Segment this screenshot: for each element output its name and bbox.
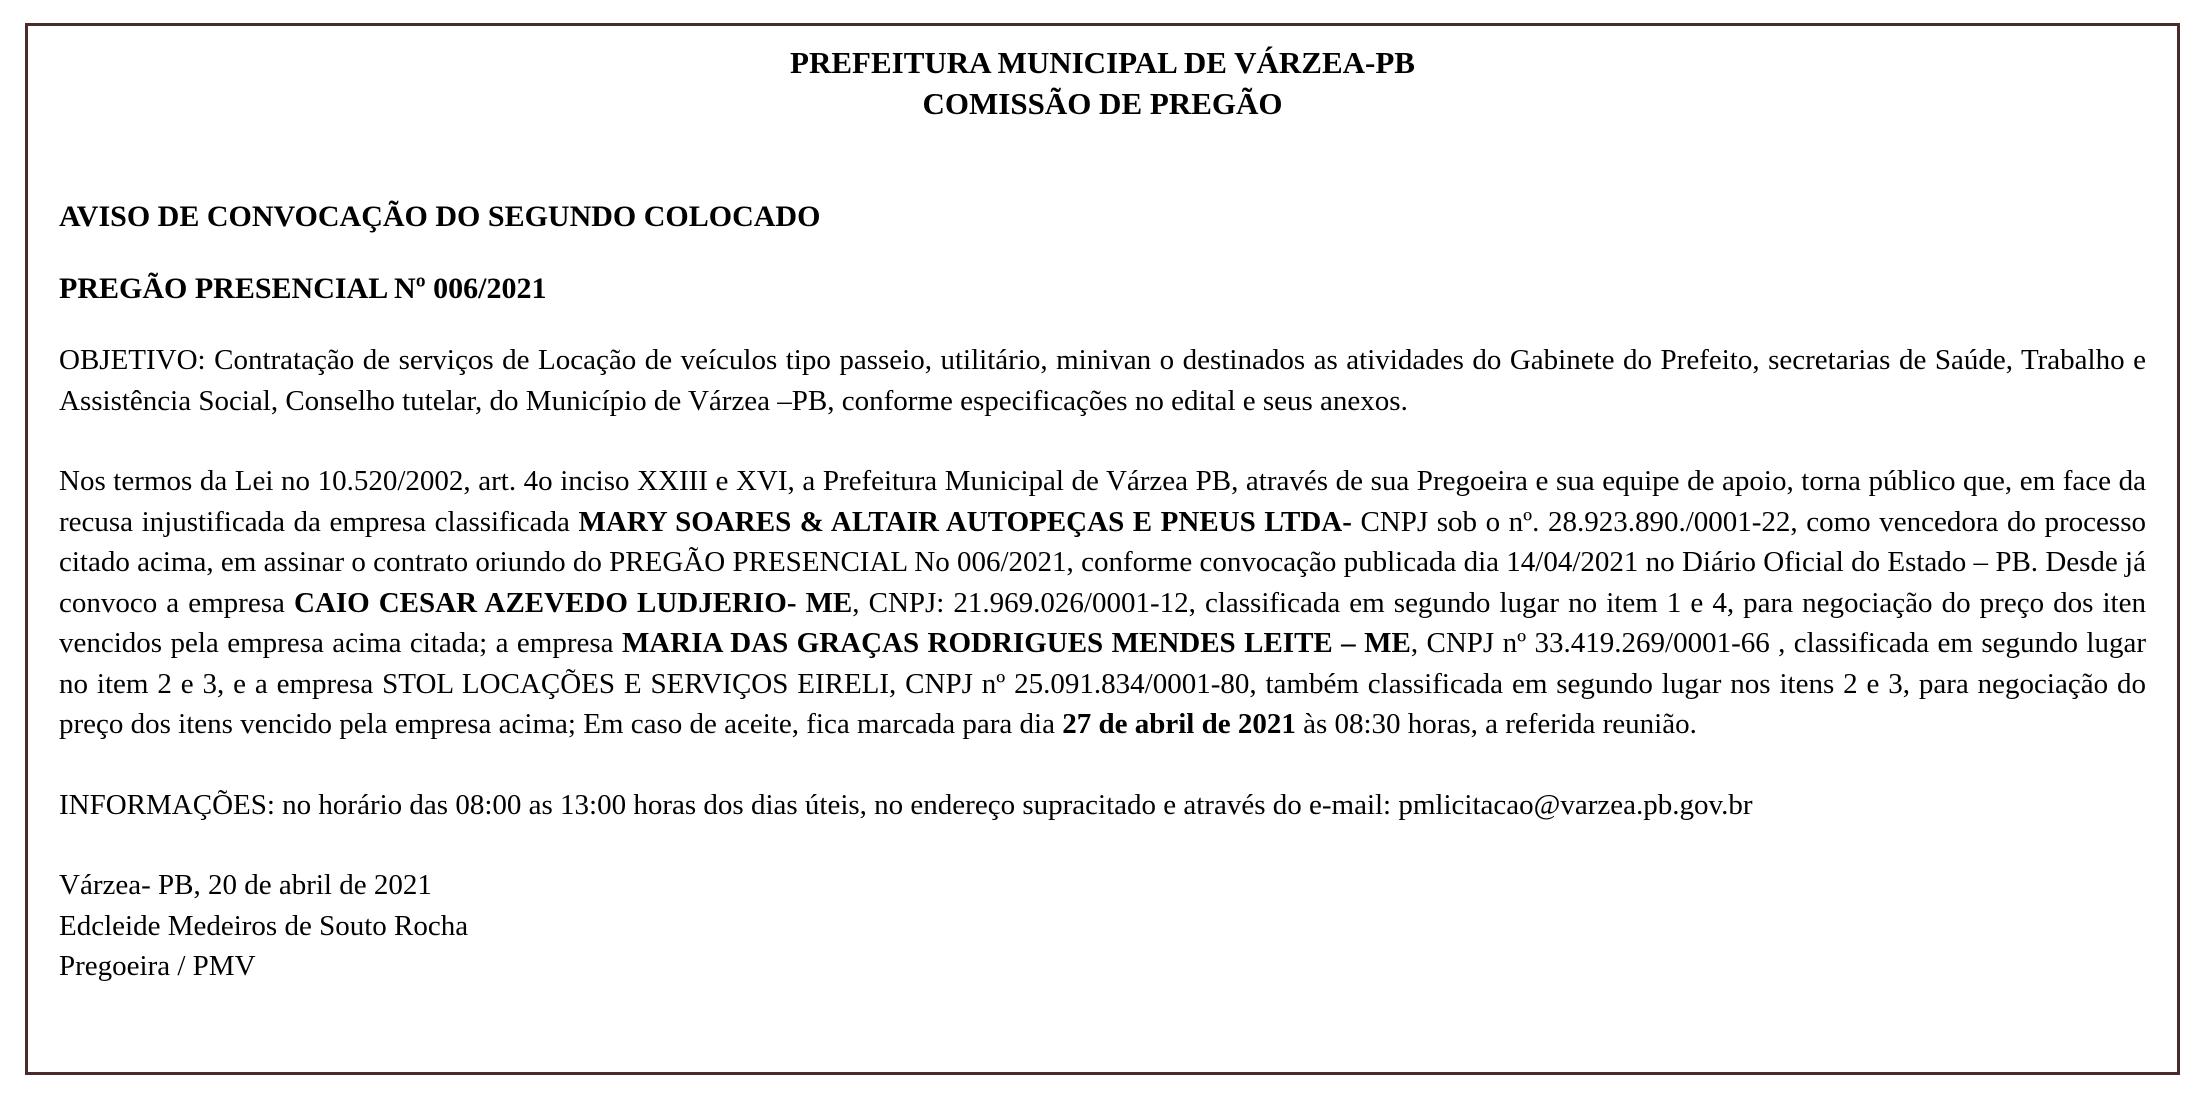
signature-role: Pregoeira / PMV — [59, 950, 256, 982]
body-paragraph — [59, 461, 2146, 745]
body-text-5: às 08:30 horas, a referida reunião. — [1295, 708, 1697, 740]
objective-paragraph: OBJETIVO: Contratação de serviços de Locação de veículos tipo passeio, utilitário, minivan o destinados as atividades do Gabinete do Prefeito, secretarias de Saúde, Trabalho e Assistência Social, Conselho tutelar, do Município de Várzea –PB, conforme especificações no edital e seus anexos. — [59, 344, 2146, 417]
header-municipality: PREFEITURA MUNICIPAL DE VÁRZEA-PB — [790, 45, 1415, 80]
meeting-date: 27 de abril de 2021 — [1062, 708, 1296, 740]
company-first-place: MARY SOARES & ALTAIR AUTOPEÇAS E PNEUS LTDA- — [578, 505, 1352, 538]
signature-name: Edcleide Medeiros de Souto Rocha — [59, 909, 469, 942]
company-caio: CAIO CESAR AZEVEDO LUDJERIO- ME — [293, 586, 853, 619]
body-text-2: CNPJ sob o nº. 28.923.890./0001-22, como vencedora do processo citado acima, em assinar o contrato oriundo do PREGÃO PRESENCIAL No 006/2021, conforme convocação publicada dia 14/04/2021 no Diário Oficial do Estado – PB. Desde já convoco a empresa — [59, 505, 2146, 619]
notice-content — [59, 197, 2146, 987]
header-commission: COMISSÃO DE PREGÃO — [922, 86, 1283, 121]
info-paragraph: INFORMAÇÕES: no horário das 08:00 as 13:00 horas dos dias úteis, no endereço supracitado e através do e-mail: pmlicitacao@varzea.pb.gov.br — [59, 788, 1753, 821]
process-number: PREGÃO PRESENCIAL Nº 006/2021 — [59, 271, 547, 305]
body-text-3: , CNPJ: 21.969.026/0001-12, classificada em segundo lugar no item 1 e 4, para negociação do preço dos iten vencidos pela empresa acima citada; a empresa — [59, 586, 2146, 659]
signature-place-date: Várzea- PB, 20 de abril de 2021 — [59, 869, 432, 901]
body-text-1: Nos termos da Lei no 10.520/2002, art. 4o inciso XXIII e XVI, a Prefeitura Municipal de Várzea PB, através de sua Pregoeira e sua equipe de apoio, torna público que, em face da recusa injustificada da empresa classificada — [59, 465, 2146, 538]
header — [28, 42, 2177, 124]
company-maria: MARIA DAS GRAÇAS RODRIGUES MENDES LEITE – ME — [621, 627, 1411, 659]
notice-frame — [25, 23, 2180, 1075]
notice-title: AVISO DE CONVOCAÇÃO DO SEGUNDO COLOCADO — [59, 200, 821, 233]
body-text-4: , CNPJ nº 33.419.269/0001-66 , classificada em segundo lugar no item 2 e 3, e a empresa STOL LOCAÇÕES E SERVIÇOS EIRELI, CNPJ nº 25.091.834/0001-80, também classificada em segundo lugar nos itens 2 e 3, para negociação do preço dos itens vencido pela empresa acima; Em caso de aceite, fica marcada para dia — [59, 627, 2146, 740]
